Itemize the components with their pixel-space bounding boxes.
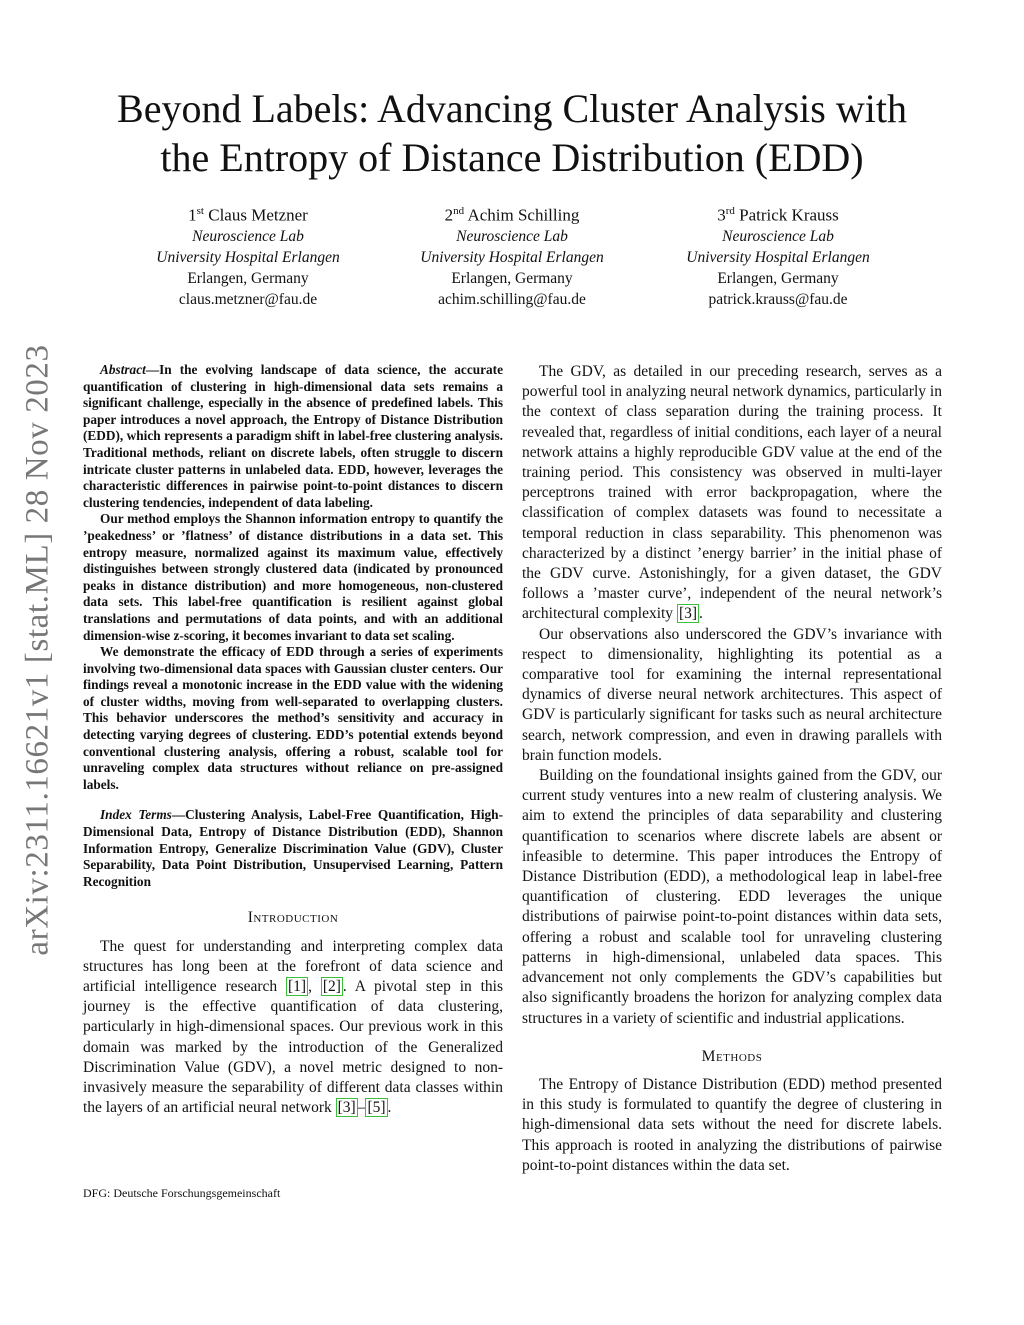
author-institution: University Hospital Erlangen xyxy=(420,248,604,266)
right-paragraph-2: Our observations also underscored the GDV’s invariance with respect to dimensionality, highlighting its potential as a comparative tool for examining the internal representational dynamics of diverse neural network architectures. This aspect of GDV is particularly significant for tasks such as neural architecture search, network compression, and even in drawing parallels with brain function models. xyxy=(522,625,942,764)
arxiv-side-stamp: arXiv:2311.16621v1 [stat.ML] 28 Nov 2023 xyxy=(19,344,56,956)
author-email[interactable]: claus.metzner@fau.de xyxy=(178,290,318,308)
author-email[interactable]: patrick.krauss@fau.de xyxy=(708,290,848,308)
paper-title xyxy=(0,84,1024,182)
author-name: 2nd Achim Schilling xyxy=(444,205,580,225)
section-heading-introduction: Introduction xyxy=(247,909,339,927)
citation-link[interactable]: [3] xyxy=(678,605,698,623)
author-block-1 xyxy=(98,201,398,310)
abstract-label: Abstract xyxy=(100,362,146,377)
author-lab: Neuroscience Lab xyxy=(456,227,568,245)
index-terms-label: Index Terms xyxy=(100,807,172,823)
abstract-paragraph-3: We demonstrate the efficacy of EDD through a series of experiments involving two-dimensional data spaces with Gaussian cluster centers. Our findings reveal a monotonic increase in the EDD value with the widening of cluster widths, moving from well-separated to overlapping clusters. This behavior underscores the method’s sensitivity and accuracy in detecting varying degrees of clustering. EDD’s potential extends beyond conventional clustering analysis, offering a robust, scalable tool for unraveling complex data structures without reliance on pre-assigned labels. xyxy=(83,644,503,792)
author-location: Erlangen, Germany xyxy=(717,269,839,287)
author-block-2 xyxy=(362,201,662,310)
introduction-paragraph: The quest for understanding and interpreting complex data structures has long been at the forefront of data science and artificial intelligence research [1] , [2] . A pivotal step in this journey is the effective quantification of data clustering, particularly in high-dimensional spaces. Our previous work in this domain was marked by the introduction of the Generalized Discrimination Value (GDV), a novel metric designed to non-invasively measure the separability of different data classes within the layers of an artificial neural network [3] – [5] . xyxy=(83,937,504,1117)
citation-link[interactable]: [2] xyxy=(322,978,341,996)
abstract-paragraph-2: Our method employs the Shannon information entropy to quantify the ’peakedness’ or ’flatness’ of distance distributions in a data set. This entropy measure, normalized against its maximum value, effectively distinguishes between strongly clustered data (indicated by pronounced peaks in distance distribution) and more homogeneous, non-clustered data sets. This label-free quantification is resilient against global translations and permutations of data points, and with an additional dimension-wise z-scoring, it becomes invariant to data set scaling. xyxy=(83,511,503,643)
author-name: 3rd Patrick Krauss xyxy=(717,205,839,225)
citation-link[interactable]: [1] xyxy=(288,978,307,996)
author-lab: Neuroscience Lab xyxy=(192,227,304,245)
section-heading-methods: Methods xyxy=(701,1047,763,1065)
author-name: 1st Claus Metzner xyxy=(188,205,308,225)
citation-link[interactable]: [3] xyxy=(337,1099,356,1117)
author-institution: University Hospital Erlangen xyxy=(156,248,340,266)
title-line-2: the Entropy of Distance Distribution (EDD) xyxy=(160,135,864,180)
author-email[interactable]: achim.schilling@fau.de xyxy=(438,290,586,308)
author-block-3 xyxy=(628,201,928,310)
abstract xyxy=(83,362,503,793)
citation-link[interactable]: [5] xyxy=(367,1099,386,1117)
title-line-1: Beyond Labels: Advancing Cluster Analysis with xyxy=(117,86,907,131)
methods-paragraph-1: The Entropy of Distance Distribution (EDD) method presented in this study is formulated to quantify the degree of clustering in high-dimensional data sets without the need for discrete labels. This approach is rooted in analyzing the distributions of pairwise point-to-point distances within the data set. xyxy=(522,1075,942,1174)
right-column xyxy=(522,362,942,1176)
author-lab: Neuroscience Lab xyxy=(722,227,834,245)
right-paragraph-1: The GDV, as detailed in our preceding research, serves as a powerful tool in analyzing neural network dynamics, particularly in the context of class separation during the training process. It revealed that, regardless of initial conditions, each layer of a neural network attains a highly reproducible GDV value at the end of the training period. This consistency was observed in multi-layer perceptrons trained with error backpropagation, where the classification of complex datasets was found to necessitate a temporal reduction in class separability. This phenomenon was characterized by a distinct ’energy barrier’ in the initial phase of the GDV curve. Astonishingly, for a given dataset, the GDV follows a ’master curve’, independent of the neural network’s architectural complexity [3] . xyxy=(522,363,942,623)
right-paragraph-3: Building on the foundational insights gained from the GDV, our current study ventures into a new realm of clustering analysis. We aim to extend the principles of data separability and clustering quantification to scenarios where discrete labels are absent or infeasible to determine. This paper introduces the Entropy of Distance Distribution (EDD), a methodological leap in label-free quantification of clustering. EDD leverages the unique distributions of pairwise point-to-point distances within data sets, offering a robust and scalable tool for unraveling clustering patterns in high-dimensional, unlabeled data spaces. This advancement not only complements the GDV’s capabilities but also significantly broadens the horizon for analyzing complex data structures in a variety of scientific and industrial applications. xyxy=(522,767,942,1027)
footnote: DFG: Deutsche Forschungsgemeinschaft xyxy=(83,1186,281,1200)
index-terms: Index Terms—Clustering Analysis, Label-Free Quantification, High-Dimensional Data, Entropy of Distance Distribution (EDD), Shannon Information Entropy, Generalize Discrimination Value (GDV), Cluster Separability, Data Point Distribution, Unsupervised Learning, Pattern Recognition xyxy=(83,807,503,889)
left-column xyxy=(83,362,503,1118)
author-location: Erlangen, Germany xyxy=(187,269,309,287)
abstract-paragraph-1: Abstract—In the evolving landscape of data science, the accurate quantification of clustering in high-dimensional data sets remains a significant challenge, especially in the absence of predefined labels. This paper introduces a novel approach, the Entropy of Distance Distribution (EDD), which represents a paradigm shift in label-free clustering analysis. Traditional methods, reliant on discrete labels, often struggle to discern intricate cluster patterns in unlabeled data. EDD, however, leverages the characteristic differences in pairwise point-to-point distances to discern clustering tendencies, independent of data labeling. xyxy=(83,362,503,510)
author-location: Erlangen, Germany xyxy=(451,269,573,287)
author-institution: University Hospital Erlangen xyxy=(686,248,870,266)
